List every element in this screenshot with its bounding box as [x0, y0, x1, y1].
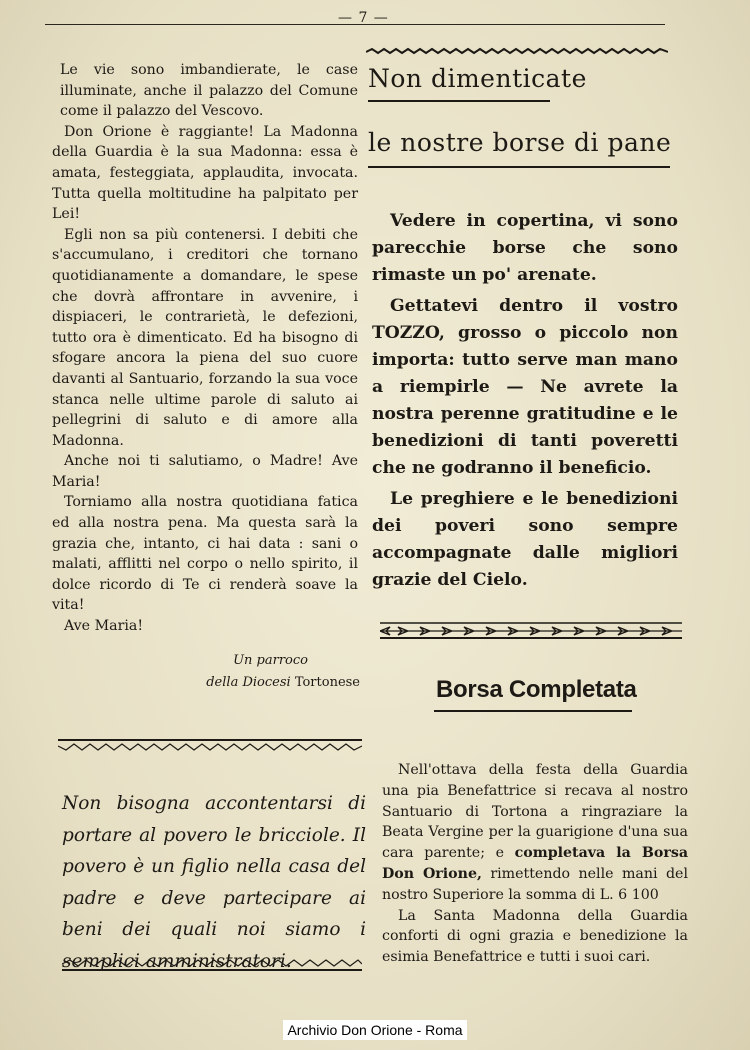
top-rule — [45, 24, 665, 25]
ornament-arrow-border — [380, 622, 682, 640]
para-text: Nell'ottava della festa della Guardia una pia Benefattrice si recava al nostro Santuario di Tortona a ringraziare la Beata Vergine per la guarigione d'una sua cara parente; e — [382, 762, 688, 862]
heading-underline — [368, 100, 550, 102]
para-bold: completava la Borsa Don Orione, — [382, 845, 689, 882]
bold-paragraph: Gettatevi dentro il vostro TOZZO, grosso o piccolo non importa: tutto serve man mano a riempirle — Ne avrete la nostra perenne gratitudine e le benedizioni di tanti poveretti che ne godranno il beneficio. — [372, 296, 678, 478]
paragraph: Ave Maria! — [64, 618, 144, 635]
quote-text: Non bisogna accontentarsi di portare al povero le bricciole. Il povero è un figlio nella casa del padre e deve partecipare ai beni dei quali noi siamo i semplici amministratori. — [62, 793, 366, 972]
borsa-text — [382, 760, 688, 968]
paragraph: Le vie sono imbandierate, le case illuminate, anche il palazzo del Comune come il palazzo del Vescovo. — [60, 62, 358, 120]
bold-paragraph: Vedere in copertina, vi sono parecchie borse che sono rimaste un po' arenate. — [372, 211, 678, 285]
paragraph: Egli non sa più contenersi. I debiti che s'accumulano, i creditori che tornano quotidianamente a domandare, le spese che dovrà affrontare in avvenire, i dispiaceri, le contrarietà, le defezioni, tutto ora è dimenticato. Ed ha bisogno di sfogare ancora la piena del suo cuore davanti al Santuario, forzando la sua voce stanca nelle ultime parole di saluto ai pellegrini di saluto e di amore alla Madonna. — [52, 226, 358, 449]
heading-line1: Non dimenticate — [368, 64, 587, 93]
paragraph: La Santa Madonna della Guardia conforti di ogni grazia e benedizione la esimia Benefattrice e tutti i suoi cari. — [382, 907, 688, 966]
bold-paragraph: Le preghiere e le benedizioni dei poveri sono sempre accompagnate dalle migliori grazie del Cielo. — [372, 489, 678, 590]
ornament-divider — [58, 738, 362, 752]
archive-footer — [0, 1022, 750, 1038]
signature — [150, 650, 360, 694]
ornament-wavy-rule — [366, 44, 668, 56]
section-title: Borsa Completata — [436, 676, 637, 703]
paragraph: Anche noi ti salutiamo, o Madre! Ave Maria! — [52, 453, 358, 490]
paragraph: Don Orione è raggiante! La Madonna della Guardia è la sua Madonna: essa è amata, festeggiata, applaudita, invocata. Tutta quella moltitudine ha palpitato per Lei! — [52, 123, 358, 223]
left-column — [52, 60, 358, 637]
signature-line1: Un parroco — [233, 653, 308, 668]
page-number: — 7 — — [338, 10, 389, 26]
ornament-divider — [62, 958, 362, 972]
heading-underline — [368, 166, 670, 168]
section-title-underline — [434, 710, 632, 712]
archive-label: Archivio Don Orione - Roma — [283, 1020, 466, 1040]
heading-line2: le nostre borse di pane — [368, 128, 672, 157]
appeal-text — [372, 208, 678, 598]
para-text: rimettendo nelle mani del nostro Superiore la somma di L. 6 100 — [382, 865, 688, 903]
paragraph — [382, 760, 688, 906]
signature-city: Tortonese — [294, 675, 360, 690]
signature-diocese: della Diocesi — [206, 675, 291, 690]
paragraph: Torniamo alla nostra quotidiana fatica ed alla nostra pena. Ma questa sarà la grazia che, intanto, ci hai data : sani o malati, afflitti nel corpo o nello spirito, il dolce ricordo di Te ci renderà soave la vita! — [52, 494, 358, 614]
